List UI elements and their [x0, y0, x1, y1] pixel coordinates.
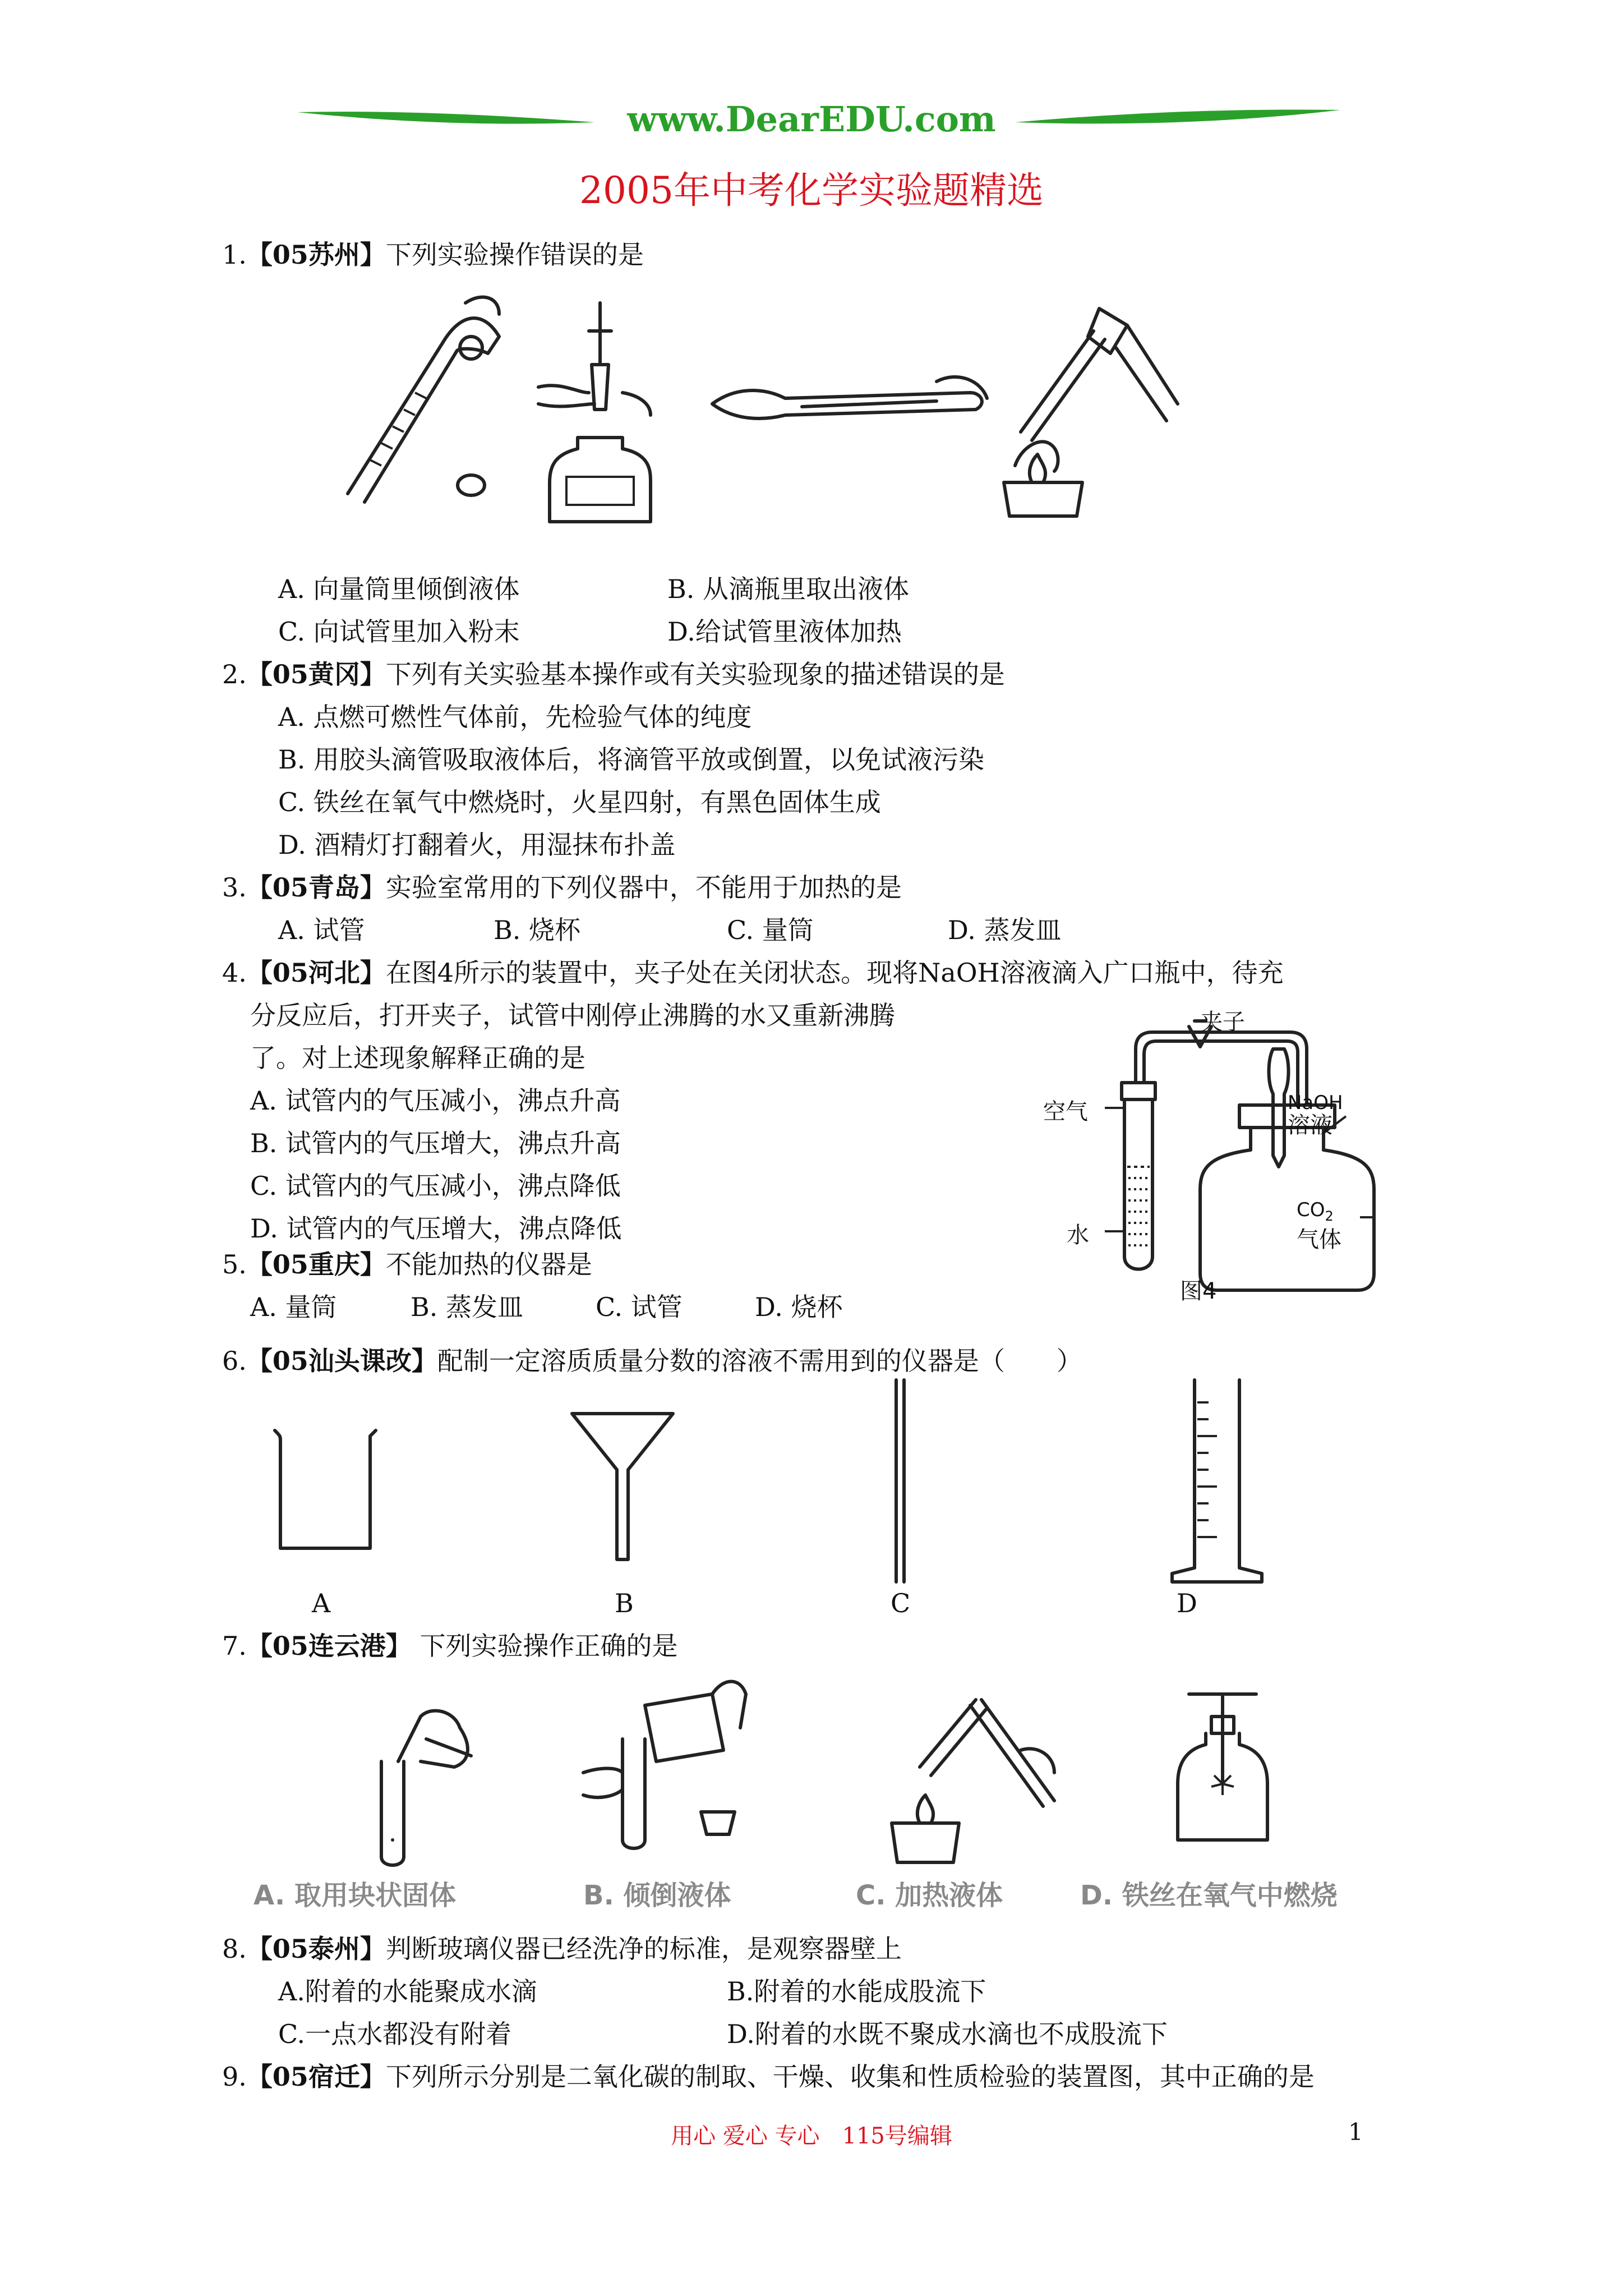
graduated-cylinder-drawing: [1166, 1380, 1267, 1588]
question-5-stem: [222, 1243, 592, 1286]
q1-option-b: B. 从滴瓶里取出液体: [667, 574, 910, 604]
q5-option-d: D. 烧杯: [755, 1292, 843, 1322]
q8-option-d: D.附着的水既不聚成水滴也不成股流下: [727, 2019, 1168, 2049]
q5-option-b: B. 蒸发皿: [411, 1292, 524, 1322]
funnel-drawing: [566, 1402, 679, 1559]
question-7-stem: [222, 1625, 678, 1667]
question-6-stem: [222, 1340, 1082, 1382]
question-number: 6.: [222, 1346, 247, 1376]
question-number: 5.: [222, 1249, 247, 1280]
question-source-tag: 【05连云港】: [246, 1631, 412, 1661]
question-2-stem: [222, 653, 1005, 696]
question-text: 下列有关实验基本操作或有关实验现象的描述错误的是: [385, 659, 1005, 689]
question-source-tag: 【05宿迁】: [246, 2062, 386, 2092]
q7-figure-take-solid: [359, 1694, 482, 1874]
question-source-tag: 【05泰州】: [246, 1934, 386, 1964]
q7-caption-b: B. 倾倒液体: [583, 1880, 731, 1911]
question-source-tag: 【05重庆】: [246, 1249, 386, 1280]
q5-option-c: C. 试管: [596, 1292, 683, 1322]
question-number: 8.: [222, 1934, 247, 1964]
q6-label-b: B: [615, 1588, 634, 1618]
question-source-tag: 【05河北】: [246, 958, 386, 988]
bottle-stopper: [454, 471, 488, 499]
q3-option-a: A. 试管: [278, 915, 365, 945]
figure-4-label-co2: [1297, 1198, 1341, 1251]
co2-label: CO: [1297, 1199, 1325, 1221]
green-swoosh-left: [0, 0, 1623, 168]
question-number: 7.: [222, 1631, 247, 1661]
question-1-stem: [222, 233, 644, 276]
q6-label-c: C: [891, 1588, 911, 1618]
question-text: 在图4所示的装置中，夹子处在关闭状态。现将NaOH溶液滴入广口瓶中，待充: [385, 958, 1284, 988]
q5-option-a: A. 量筒: [250, 1292, 337, 1322]
page-number: 1: [1348, 2118, 1363, 2146]
question-text: 下列实验操作错误的是: [385, 240, 644, 270]
q1-figure-dropper-bottle: [527, 297, 673, 533]
question-source-tag: 【05青岛】: [246, 872, 386, 903]
question-source-tag: 【05汕头课改】: [246, 1346, 437, 1376]
q8-option-a: A.附着的水能聚成水滴: [278, 1976, 537, 2007]
question-4-stem: [222, 951, 1284, 994]
co2-subscript: 2: [1325, 1208, 1334, 1224]
solution-label: 溶液: [1288, 1112, 1332, 1138]
q1-option-a: A. 向量筒里倾倒液体: [278, 574, 520, 604]
question-number: 9.: [222, 2062, 247, 2092]
figure-4-apparatus: [1032, 1010, 1413, 1313]
q6-label-a: A: [312, 1588, 331, 1618]
q7-figure-pour-liquid: [572, 1672, 763, 1851]
q3-option-d: D. 蒸发皿: [948, 915, 1062, 945]
question-text: 实验室常用的下列仪器中，不能用于加热的是: [385, 872, 902, 903]
q7-caption-d: D. 铁丝在氧气中燃烧: [1080, 1880, 1338, 1911]
q4-option-a: A. 试管内的气压减小，沸点升高: [250, 1085, 621, 1116]
figure-4-label-clip: 夹子: [1200, 1009, 1245, 1035]
question-number: 4.: [222, 958, 247, 988]
figure-4-label-water: 水: [1067, 1222, 1089, 1248]
question-text: 配制一定溶质质量分数的溶液不需用到的仪器是（ ）: [437, 1346, 1082, 1376]
question-8-stem: [222, 1927, 902, 1970]
figure-4-label-air: 空气: [1043, 1099, 1088, 1125]
footer-text: 用心 爱心 专心 115号编辑: [671, 2123, 952, 2149]
question-text: 下列所示分别是二氧化碳的制取、干燥、收集和性质检验的装置图，其中正确的是: [385, 2062, 1315, 2092]
q7-caption-c: C. 加热液体: [856, 1880, 1003, 1911]
question-source-tag: 【05苏州】: [246, 240, 386, 270]
q7-caption-a: A. 取用块状固体: [253, 1880, 456, 1911]
question-9-stem: [222, 2055, 1315, 2098]
q1-figure-heating-tube: [998, 297, 1183, 522]
q4-option-c: C. 试管内的气压减小，沸点降低: [250, 1171, 621, 1201]
q6-label-d: D: [1177, 1588, 1197, 1618]
site-logo-text: www.DearEDU.com: [627, 99, 996, 140]
q7-figure-iron-wire-burning: [1166, 1683, 1279, 1851]
q7-figure-heat-liquid: [875, 1683, 1060, 1868]
question-text: 判断玻璃仪器已经洗净的标准，是观察器壁上: [385, 1934, 902, 1964]
question-4-stem-line2: 分反应后，打开夹子，试管中刚停止沸腾的水又重新沸腾: [250, 1000, 895, 1030]
question-3-stem: [222, 866, 902, 909]
question-source-tag: 【05黄冈】: [246, 659, 386, 689]
q1-option-d: D.给试管里液体加热: [667, 616, 902, 647]
q1-option-c: C. 向试管里加入粉末: [278, 616, 520, 647]
question-number: 1.: [222, 240, 247, 270]
figure-4-label-naoh: [1288, 1092, 1343, 1137]
q4-option-d: D. 试管内的气压增大，沸点降低: [250, 1213, 622, 1244]
question-text: 不能加热的仪器是: [385, 1249, 592, 1280]
q2-option-c: C. 铁丝在氧气中燃烧时，火星四射，有黑色固体生成: [278, 787, 881, 817]
question-4-stem-line3: 了。对上述现象解释正确的是: [250, 1043, 585, 1073]
question-text: 下列实验操作正确的是: [411, 1631, 678, 1661]
question-number: 2.: [222, 659, 247, 689]
q2-option-b: B. 用胶头滴管吸取液体后，将滴管平放或倒置，以免试液污染: [278, 744, 985, 775]
naoh-label: NaOH: [1288, 1092, 1343, 1114]
beaker-drawing: [269, 1425, 381, 1559]
q8-option-b: B.附着的水能成股流下: [727, 1976, 986, 2007]
page-title: 2005年中考化学实验题精选: [579, 169, 1044, 212]
gas-label: 气体: [1297, 1226, 1341, 1253]
question-number: 3.: [222, 872, 247, 903]
q3-option-c: C. 量筒: [727, 915, 814, 945]
q2-option-a: A. 点燃可燃性气体前，先检验气体的纯度: [278, 702, 752, 732]
q3-option-b: B. 烧杯: [494, 915, 581, 945]
q4-option-b: B. 试管内的气压增大，沸点升高: [250, 1128, 621, 1158]
q1-figure-powder-into-tube: [701, 359, 993, 438]
q8-option-c: C.一点水都没有附着: [278, 2019, 512, 2049]
figure-4-caption: 图4: [1180, 1278, 1217, 1304]
glass-rod-drawing: [892, 1380, 909, 1582]
q2-option-d: D. 酒精灯打翻着火，用湿抹布扑盖: [278, 830, 676, 860]
